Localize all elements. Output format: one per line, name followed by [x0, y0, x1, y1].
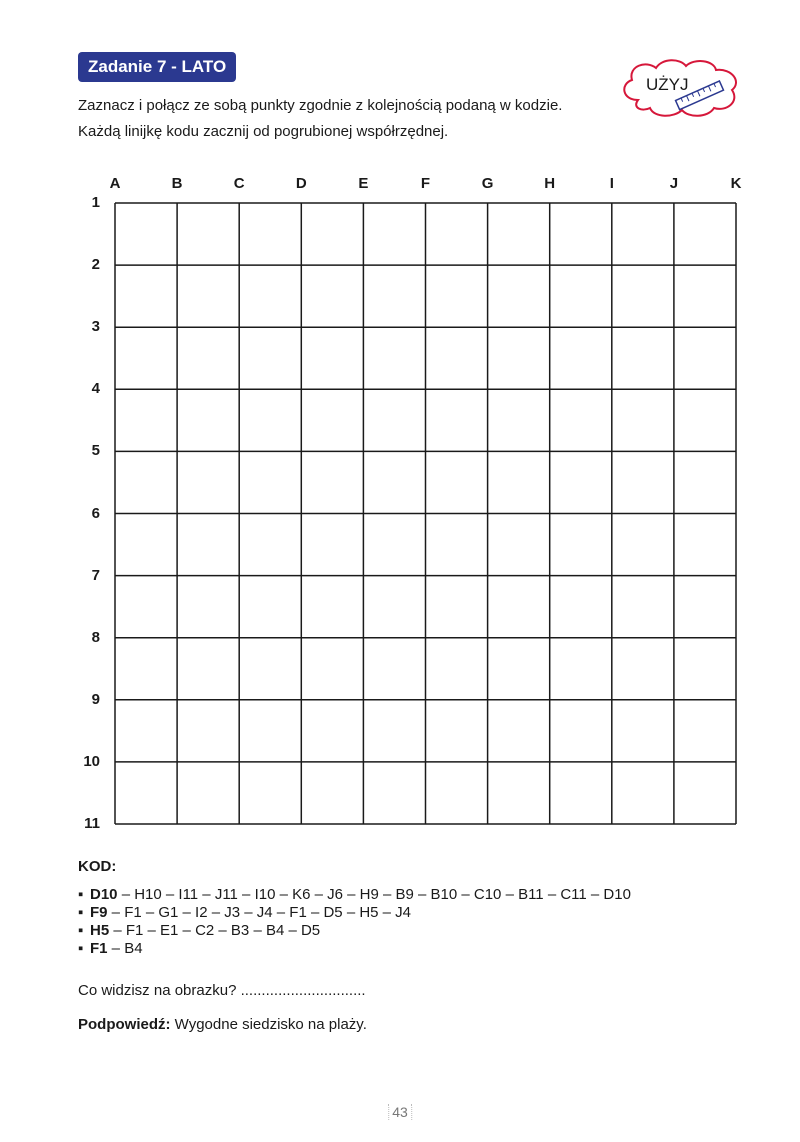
- row-label: 11: [84, 815, 100, 832]
- column-label: G: [481, 175, 494, 192]
- hint-label: Podpowiedź:: [78, 1016, 171, 1033]
- row-label: 4: [91, 380, 100, 398]
- use-label: UŻYJ: [646, 75, 689, 94]
- code-line: [78, 904, 631, 922]
- code-start-coordinate: F9: [90, 904, 108, 921]
- column-label: K: [730, 175, 742, 192]
- code-title: KOD:: [78, 858, 117, 875]
- column-label: H: [544, 175, 556, 192]
- code-line: [78, 940, 631, 958]
- hint-text: Wygodne siedzisko na plaży.: [170, 1016, 367, 1033]
- row-label: 1: [91, 194, 100, 211]
- column-label: A: [109, 175, 121, 192]
- bullet-icon: ▪: [78, 940, 84, 957]
- bullet-icon: ▪: [78, 904, 84, 921]
- hint: [78, 1016, 367, 1033]
- page-number: 43: [388, 1104, 412, 1120]
- question-text: Co widzisz na obrazku? ..............................: [78, 982, 366, 999]
- column-label: J: [669, 175, 679, 192]
- column-label: B: [171, 175, 183, 192]
- instruction-line-2: Każdą linijkę kodu zacznij od pogrubionej współrzędnej.: [78, 123, 449, 140]
- row-label: 10: [83, 752, 100, 770]
- code-sequence: – F1 – E1 – C2 – B3 – B4 – D5: [109, 922, 321, 939]
- code-start-coordinate: H5: [90, 922, 110, 939]
- row-label: 7: [91, 566, 100, 584]
- row-label: 9: [91, 690, 100, 708]
- code-line: [78, 886, 631, 904]
- code-sequence: – H10 – I11 – J11 – I10 – K6 – J6 – H9 – B9 – B10 – C10 – B11 – C11 – D10: [117, 886, 631, 903]
- instruction-line-1: Zaznacz i połącz ze sobą punkty zgodnie z kolejnością podaną w kodzie.: [78, 97, 563, 114]
- code-sequence: – F1 – G1 – I2 – J3 – J4 – F1 – D5 – H5 – J4: [107, 904, 412, 921]
- code-start-coordinate: D10: [90, 886, 118, 903]
- column-label: I: [609, 175, 614, 192]
- code-start-coordinate: F1: [90, 940, 108, 957]
- column-label: C: [233, 175, 245, 192]
- row-label: 5: [91, 442, 100, 460]
- row-label: 8: [91, 628, 100, 646]
- code-list: [78, 886, 631, 958]
- column-label: F: [420, 175, 431, 192]
- column-label: E: [358, 175, 369, 192]
- bullet-icon: ▪: [78, 886, 84, 903]
- row-label: 3: [91, 318, 100, 336]
- row-label: 6: [91, 504, 100, 522]
- code-sequence: – B4: [107, 940, 143, 957]
- bullet-icon: ▪: [78, 922, 84, 939]
- code-line: [78, 922, 631, 940]
- column-label: D: [295, 175, 307, 192]
- task-title: Zadanie 7 - LATO: [78, 52, 236, 82]
- row-label: 2: [91, 256, 100, 274]
